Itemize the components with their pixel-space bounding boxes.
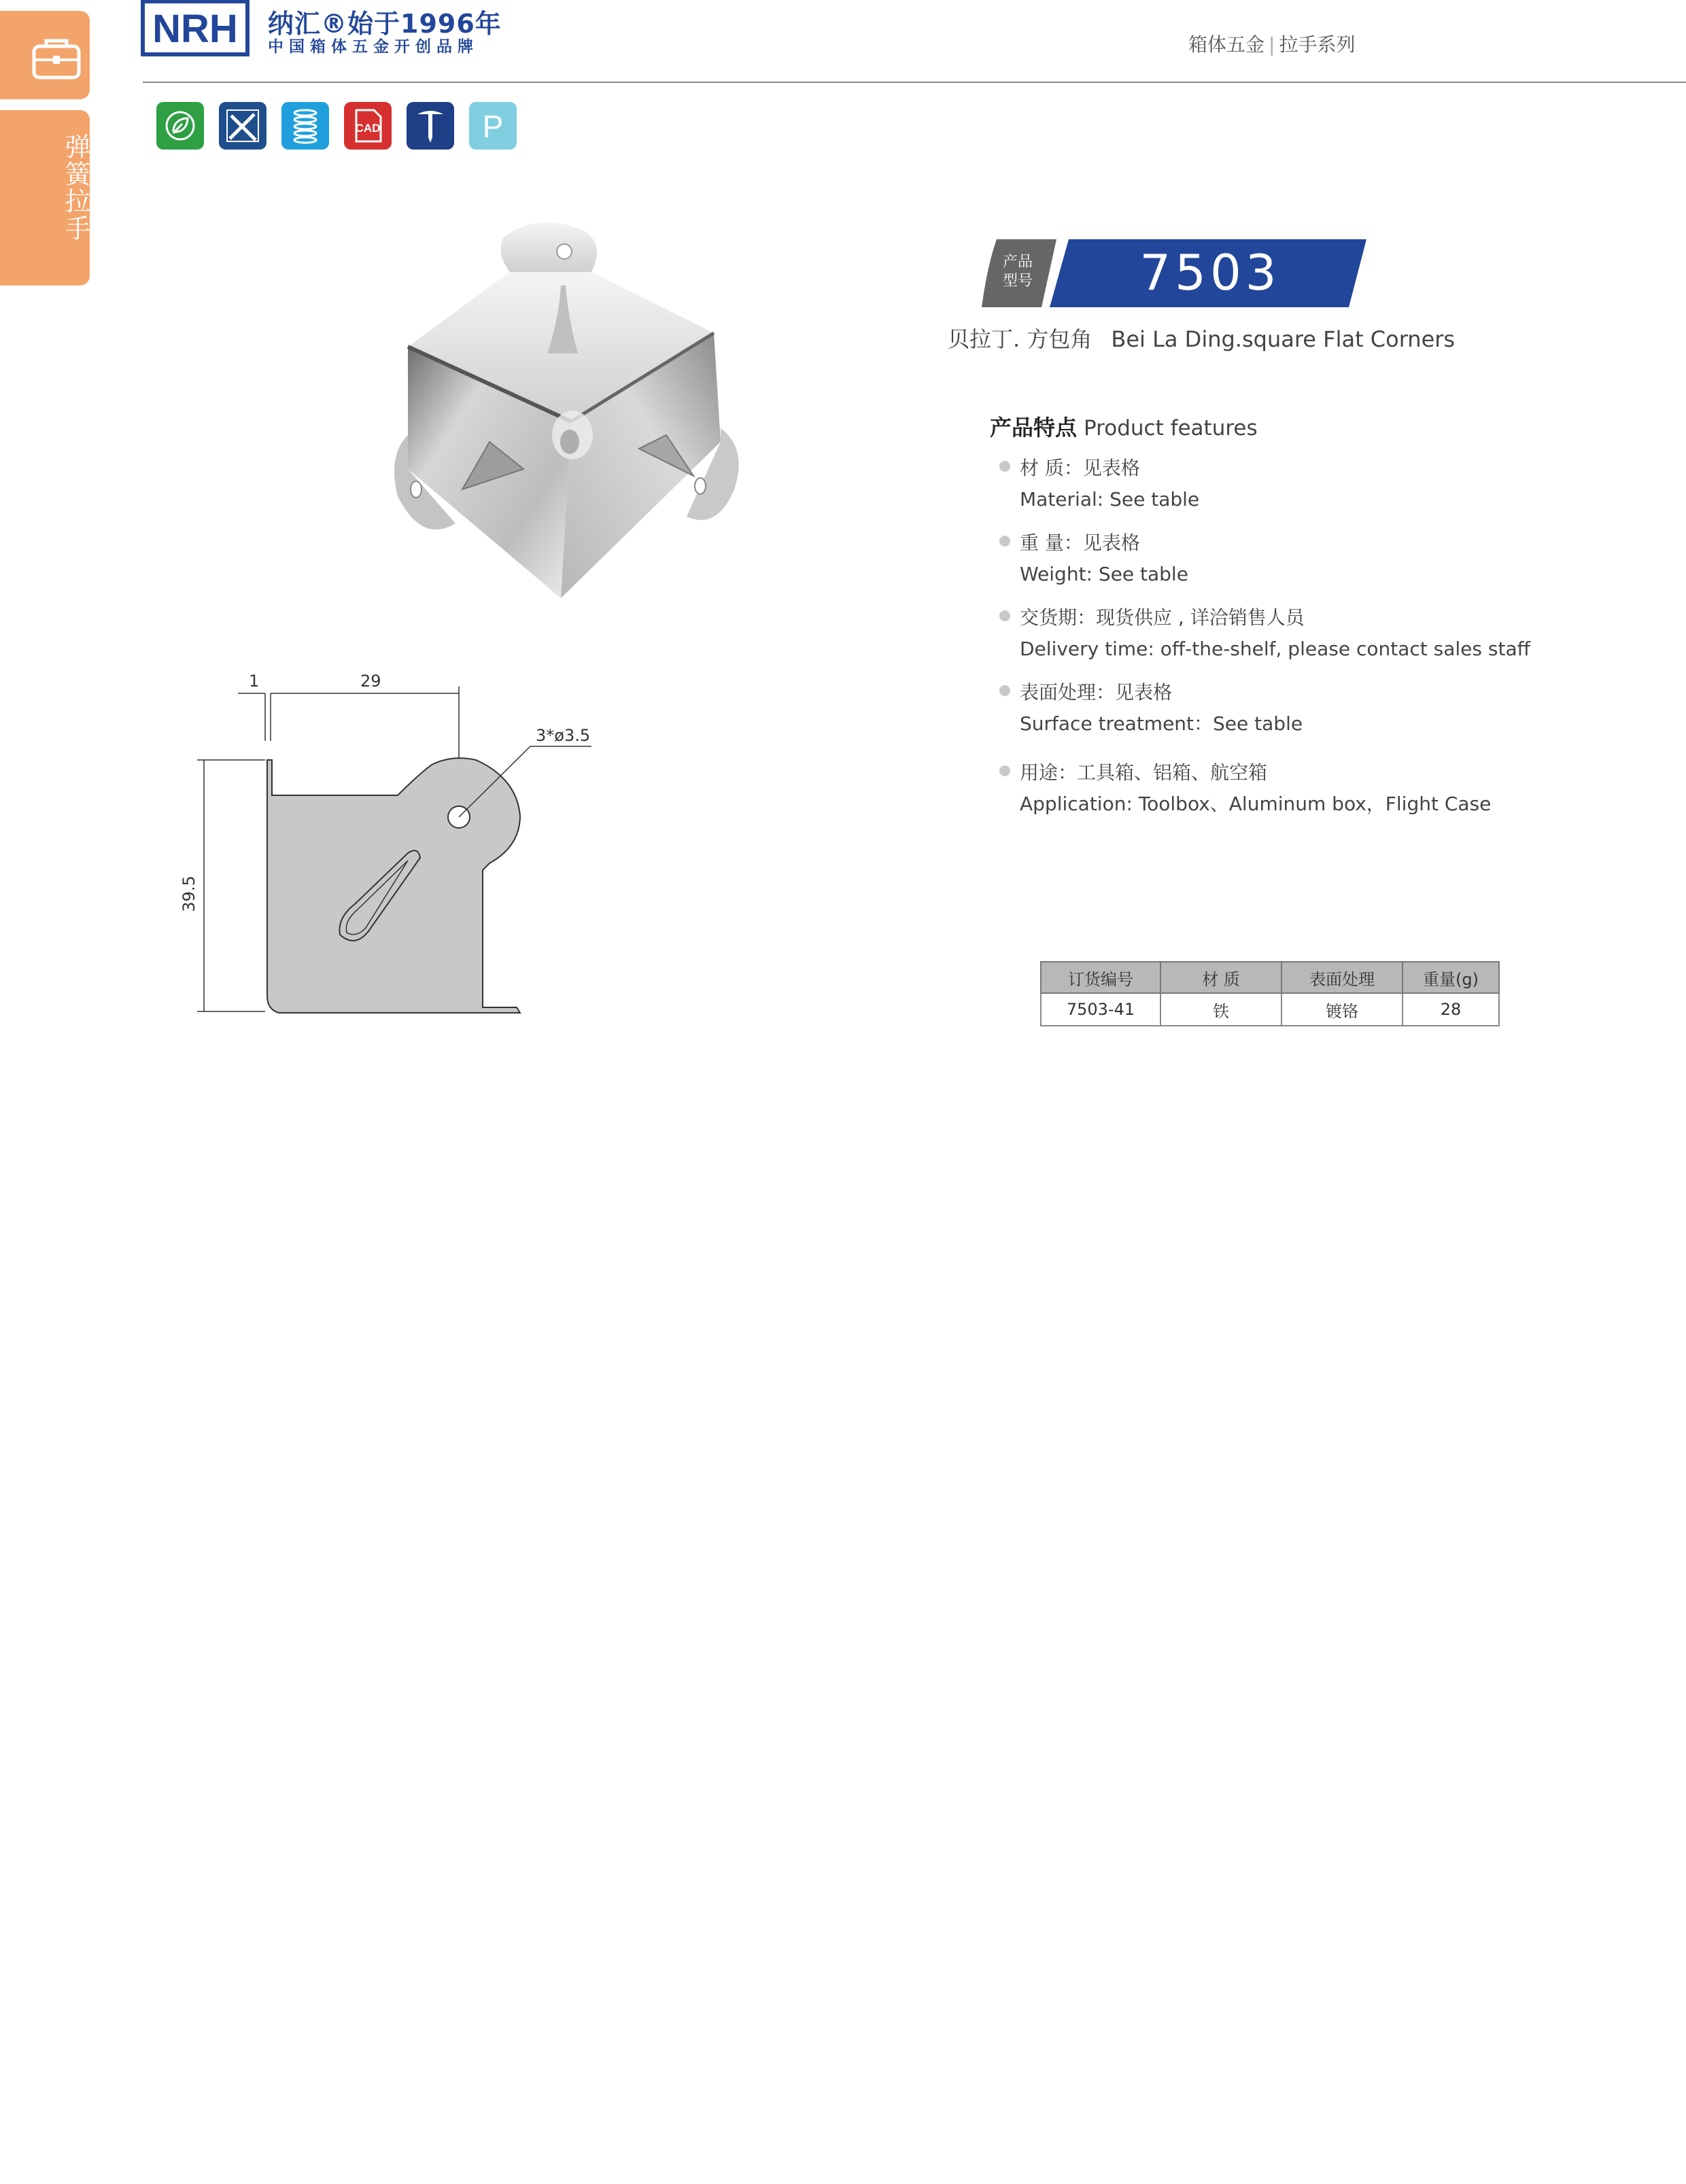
product-name-cn: 贝拉丁. 方包角 bbox=[948, 326, 1093, 352]
model-number: 7503 bbox=[1139, 244, 1281, 301]
dim-hole-label: 3*ø3.5 bbox=[536, 726, 591, 745]
bullet-icon bbox=[999, 610, 1010, 621]
feature-delivery: 交货期：现货供应 , 详洽销售人员 Delivery time: off-the-shelf, please contact sales staff bbox=[999, 602, 1530, 665]
column-header: 重量(g) bbox=[1403, 962, 1499, 993]
column-header: 表面处理 bbox=[1281, 962, 1403, 993]
sidebar-category-label: 弹簧拉手 bbox=[61, 133, 90, 242]
column-header: 订货编号 bbox=[1041, 962, 1160, 993]
dim-height-label: 39.5 bbox=[179, 876, 199, 912]
eco-leaf-icon bbox=[156, 102, 204, 150]
feature-application: 用途：工具箱、铝箱、航空箱 Application: Toolbox、Aluminum box，Flight Case bbox=[999, 757, 1491, 820]
bullet-icon bbox=[999, 685, 1010, 696]
product-name bbox=[948, 322, 1455, 353]
dim-thickness-label: 1 bbox=[249, 672, 260, 691]
design-pencil-icon bbox=[219, 102, 266, 150]
rivet-icon bbox=[407, 102, 454, 150]
bullet-icon bbox=[999, 461, 1010, 472]
model-badge-label: 产品 型号 bbox=[1002, 254, 1033, 290]
svg-text:P: P bbox=[482, 109, 504, 144]
feature-weight: 重 量：见表格 Weight: See table bbox=[999, 527, 1188, 590]
dim-width-label: 29 bbox=[360, 672, 381, 691]
sidebar-top-tab[interactable] bbox=[0, 11, 90, 99]
brand-tagline: 中国箱体五金开创品牌 bbox=[268, 38, 479, 56]
table-cell-weight: 28 bbox=[1403, 993, 1499, 1026]
feature-surface: 表面处理：见表格 Surface treatment：See table bbox=[999, 677, 1303, 740]
breadcrumb-sub[interactable]: 拉手系列 bbox=[1279, 33, 1356, 56]
case-icon bbox=[0, 11, 90, 99]
svg-text:NRH: NRH bbox=[152, 7, 238, 51]
table-cell-surface: 镀铬 bbox=[1281, 993, 1403, 1026]
parking-p-icon bbox=[469, 102, 517, 150]
table-cell-material: 铁 bbox=[1160, 993, 1281, 1026]
breadcrumb-main[interactable]: 箱体五金 bbox=[1188, 33, 1265, 56]
breadcrumb-separator: | bbox=[1269, 33, 1275, 56]
spring-icon bbox=[281, 102, 329, 150]
header-divider bbox=[143, 82, 1686, 83]
technical-drawing bbox=[177, 659, 612, 1026]
table-header-row bbox=[1041, 962, 1499, 993]
product-photo bbox=[381, 218, 761, 619]
breadcrumb bbox=[1188, 30, 1355, 57]
brand-slogan: 纳汇®始于1996年 bbox=[268, 9, 502, 39]
feature-material: 材 质：见表格 Material: See table bbox=[999, 453, 1199, 515]
table-row bbox=[1041, 993, 1499, 1026]
table-cell-order-no: 7503-41 bbox=[1041, 993, 1160, 1026]
bullet-icon bbox=[999, 536, 1010, 547]
spec-table bbox=[1040, 961, 1500, 1026]
column-header: 材 质 bbox=[1160, 962, 1281, 993]
svg-text:CAD: CAD bbox=[355, 122, 381, 135]
features-title: 产品特点 Product features bbox=[990, 415, 1258, 440]
cad-icon bbox=[344, 102, 392, 150]
bullet-icon bbox=[999, 765, 1010, 776]
product-name-en: Bei La Ding.square Flat Corners bbox=[1111, 326, 1456, 352]
nrh-logo bbox=[140, 0, 250, 57]
